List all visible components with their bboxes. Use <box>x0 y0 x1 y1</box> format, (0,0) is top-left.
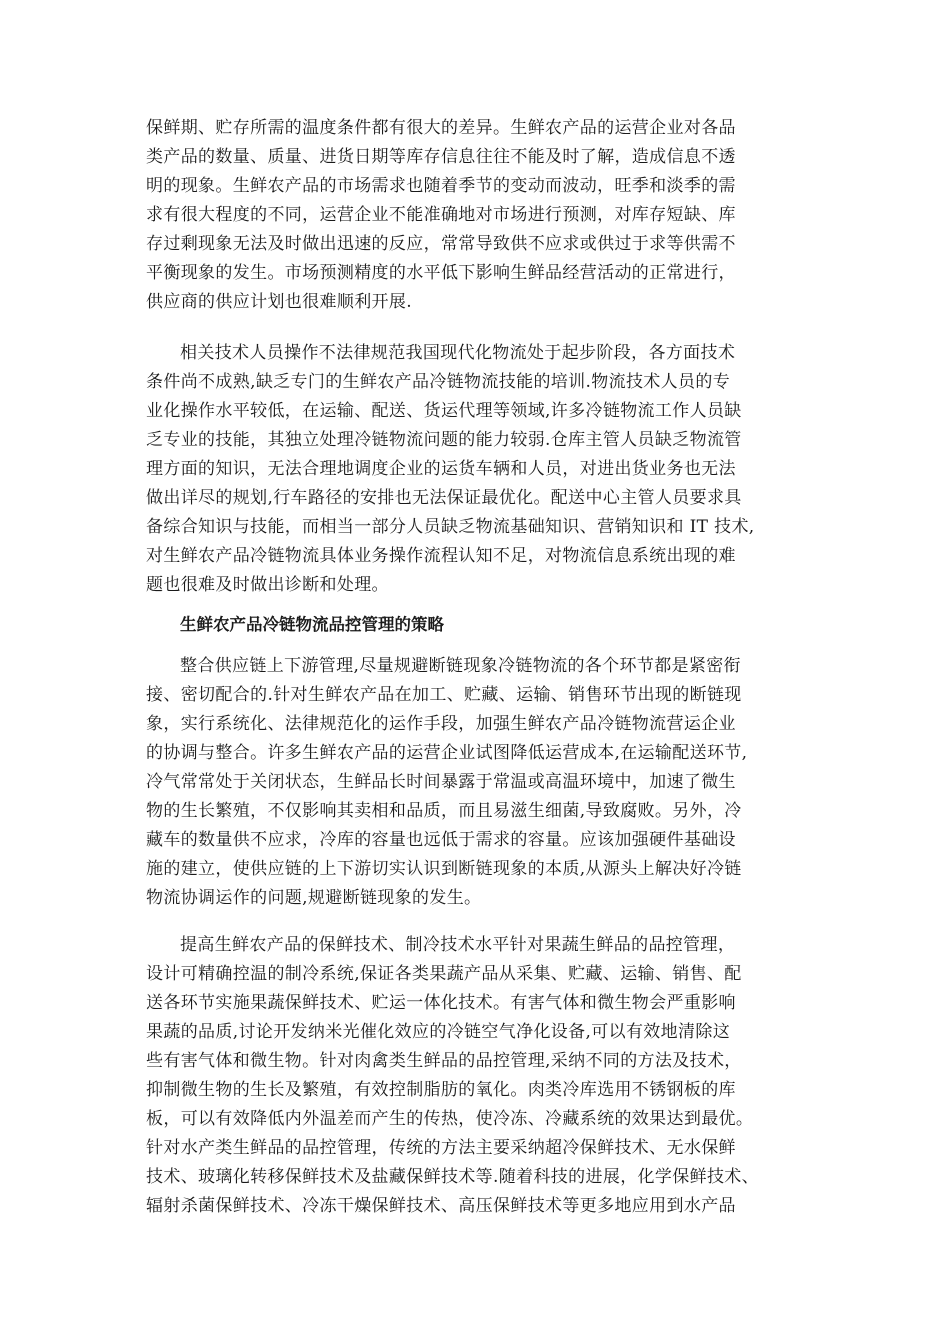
paragraph-line: 整合供应链上下游管理,尽量规避断链现象冷链物流的各个环节都是紧密衔 <box>180 656 741 676</box>
paragraph-line: 平衡现象的发生。市场预测精度的水平低下影响生鲜品经营活动的正常进行， <box>146 263 736 283</box>
paragraph-line: 送各环节实施果蔬保鲜技术、贮运一体化技术。有害气体和微生物会严重影响 <box>146 993 736 1013</box>
paragraph-line: 针对水产类生鲜品的品控管理，传统的方法主要采纳超冷保鲜技术、无水保鲜 <box>146 1138 736 1158</box>
paragraph-line: 供应商的供应计划也很难顺利开展. <box>146 292 413 312</box>
section-heading: 生鲜农产品冷链物流品控管理的策略 <box>180 615 444 634</box>
paragraph-line: 物的生长繁殖，不仅影响其卖相和品质，而且易滋生细菌,导致腐败。另外，冷 <box>146 801 742 821</box>
paragraph-line: 对生鲜农产品冷链物流具体业务操作流程认知不足，对物流信息系统出现的难 <box>146 546 736 566</box>
paragraph-line: 备综合知识与技能，而相当一部分人员缺乏物流基础知识、营销知识和 IT 技术, <box>146 517 755 537</box>
paragraph-line: 设计可精确控温的制冷系统,保证各类果蔬产品从采集、贮藏、运输、销售、配 <box>146 964 742 984</box>
paragraph-line: 相关技术人员操作不法律规范我国现代化物流处于起步阶段，各方面技术 <box>180 343 736 363</box>
paragraph-line: 题也很难及时做出诊断和处理。 <box>146 575 389 595</box>
paragraph-line: 技术、玻璃化转移保鲜技术及盐藏保鲜技术等.随着科技的进展，化学保鲜技术、 <box>146 1167 760 1187</box>
paragraph-line: 施的建立，使供应链的上下游切实认识到断链现象的本质,从源头上解决好冷链 <box>146 859 742 879</box>
paragraph-line: 接、密切配合的.针对生鲜农产品在加工、贮藏、运输、销售环节出现的断链现 <box>146 685 742 705</box>
paragraph-line: 些有害气体和微生物。针对肉禽类生鲜品的品控管理,采纳不同的方法及技术， <box>146 1051 742 1071</box>
paragraph-line: 冷气常常处于关闭状态，生鲜品长时间暴露于常温或高温环境中，加速了微生 <box>146 772 736 792</box>
paragraph-line: 象，实行系统化、法律规范化的运作手段，加强生鲜农产品冷链物流营运企业 <box>146 714 736 734</box>
paragraph-line: 藏车的数量供不应求，冷库的容量也远低于需求的容量。应该加强硬件基础设 <box>146 830 736 850</box>
paragraph-line: 保鲜期、贮存所需的温度条件都有很大的差异。生鲜农产品的运营企业对各品 <box>146 118 736 138</box>
paragraph-line: 求有很大程度的不同，运营企业不能准确地对市场进行预测，对库存短缺、库 <box>146 205 736 225</box>
paragraph-line: 的协调与整合。许多生鲜农产品的运营企业试图降低运营成本,在运输配送环节, <box>146 743 748 763</box>
paragraph-4 <box>146 931 806 1221</box>
paragraph-line: 乏专业的技能，其独立处理冷链物流问题的能力较弱.仓库主管人员缺乏物流管 <box>146 430 742 450</box>
paragraph-line: 物流协调运作的问题,规避断链现象的发生。 <box>146 888 482 908</box>
paragraph-line: 类产品的数量、质量、进货日期等库存信息往往不能及时了解，造成信息不透 <box>146 147 736 167</box>
paragraph-line: 提高生鲜农产品的保鲜技术、制冷技术水平针对果蔬生鲜品的品控管理， <box>180 935 736 955</box>
paragraph-line: 明的现象。生鲜农产品的市场需求也随着季节的变动而波动，旺季和淡季的需 <box>146 176 736 196</box>
paragraph-2 <box>146 339 806 600</box>
paragraph-line: 果蔬的品质,讨论开发纳米光催化效应的冷链空气净化设备,可以有效地清除这 <box>146 1022 731 1042</box>
paragraph-line: 抑制微生物的生长及繁殖，有效控制脂肪的氧化。肉类冷库选用不锈钢板的库 <box>146 1080 736 1100</box>
paragraph-1 <box>146 114 806 317</box>
paragraph-line: 板，可以有效降低内外温差而产生的传热，使冷冻、冷藏系统的效果达到最优。 <box>146 1109 754 1129</box>
paragraph-line: 业化操作水平较低，在运输、配送、货运代理等领域,许多冷链物流工作人员缺 <box>146 401 742 421</box>
paragraph-line: 存过剩现象无法及时做出迅速的反应，常常导致供不应求或供过于求等供需不 <box>146 234 736 254</box>
paragraph-line: 条件尚不成熟,缺乏专门的生鲜农产品冷链物流技能的培训.物流技术人员的专 <box>146 372 731 392</box>
paragraph-line: 做出详尽的规划,行车路径的安排也无法保证最优化。配送中心主管人员要求具 <box>146 488 742 508</box>
paragraph-3 <box>146 652 806 913</box>
paragraph-line: 理方面的知识，无法合理地调度企业的运货车辆和人员，对进出货业务也无法 <box>146 459 736 479</box>
paragraph-line: 辐射杀菌保鲜技术、冷冻干燥保鲜技术、高压保鲜技术等更多地应用到水产品 <box>146 1196 736 1216</box>
